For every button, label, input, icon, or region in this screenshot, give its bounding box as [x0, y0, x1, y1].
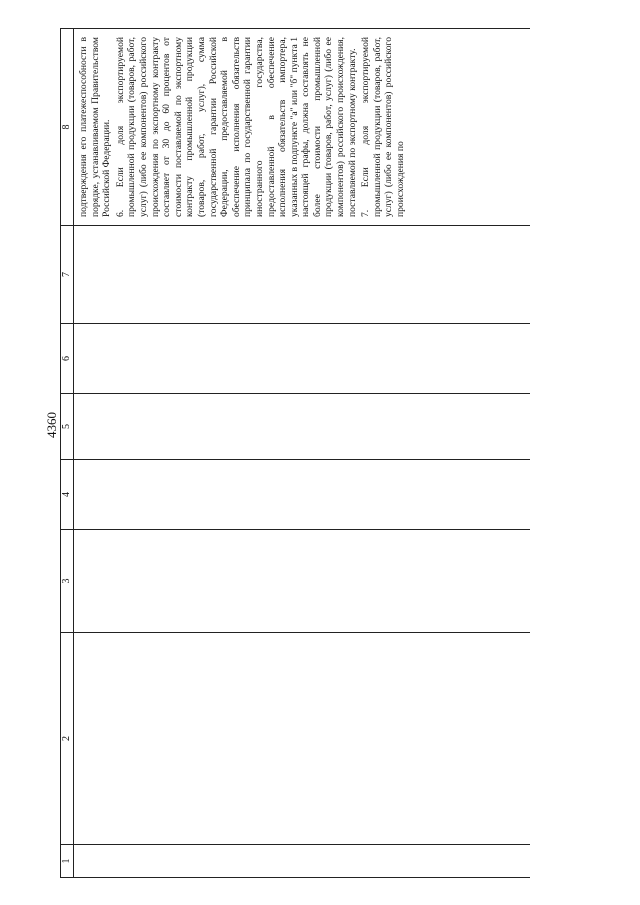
column-1-header: 1 [61, 858, 72, 864]
column-2-header: 2 [61, 736, 72, 741]
column-5-body [74, 394, 530, 459]
rotated-table [60, 28, 530, 878]
column-2-body [74, 633, 530, 844]
column-8 [60, 28, 530, 226]
column-3-body [74, 530, 530, 632]
column-6 [60, 324, 530, 394]
column-3 [60, 530, 530, 633]
column-4-body [74, 460, 530, 529]
column-1-body [74, 845, 530, 877]
column-7 [60, 226, 530, 324]
column-5-header: 5 [61, 424, 72, 429]
column-8-body [74, 29, 530, 225]
column-6-body [74, 324, 530, 393]
column-1 [60, 845, 530, 878]
paragraph-continuation: подтверждения его платежеспособности в порядке, устанавливаемом Правительством Российской Федерации. [78, 37, 113, 217]
column-2 [60, 633, 530, 845]
paragraph-item-6: 6. Если доля экспортируемой промышленной продукции (товаров, работ, услуг) (либо ее компонентов) российского происхождения по экспортному контракту составляет от 30 до 60 процентов от стоимости поставляемой по экспортному контракту промышленной продукции (товаров, работ, услуг), сумма государственной гарантии Российской Федерации, предоставляемой в обеспечение исполнения обязательств принципала по государственной гарантии иностранного государства, предоставленной в обеспечение исполнения обязательств импортера, указанных в подпункте "а" или "б" пункта 1 настоящей графы, должна составлять не более стоимости промышленной продукции (товаров, работ, услуг) (либо ее компонентов) российского происхождения, поставляемой по экспортному контракту. [114, 37, 358, 217]
column-7-body [74, 226, 530, 323]
column-6-header: 6 [61, 356, 72, 361]
column-7-header: 7 [61, 272, 72, 277]
column-4-header: 4 [61, 492, 72, 497]
column-3-header: 3 [61, 578, 72, 584]
column-5 [60, 394, 530, 460]
page-number: 4360 [44, 412, 59, 438]
column-8-header: 8 [61, 124, 72, 130]
column-4 [60, 460, 530, 530]
paragraph-item-7: 7. Если доля экспортируемой промышленной продукции (товаров, работ, услуг) (либо ее компонентов) российского происхождения по [360, 37, 407, 217]
